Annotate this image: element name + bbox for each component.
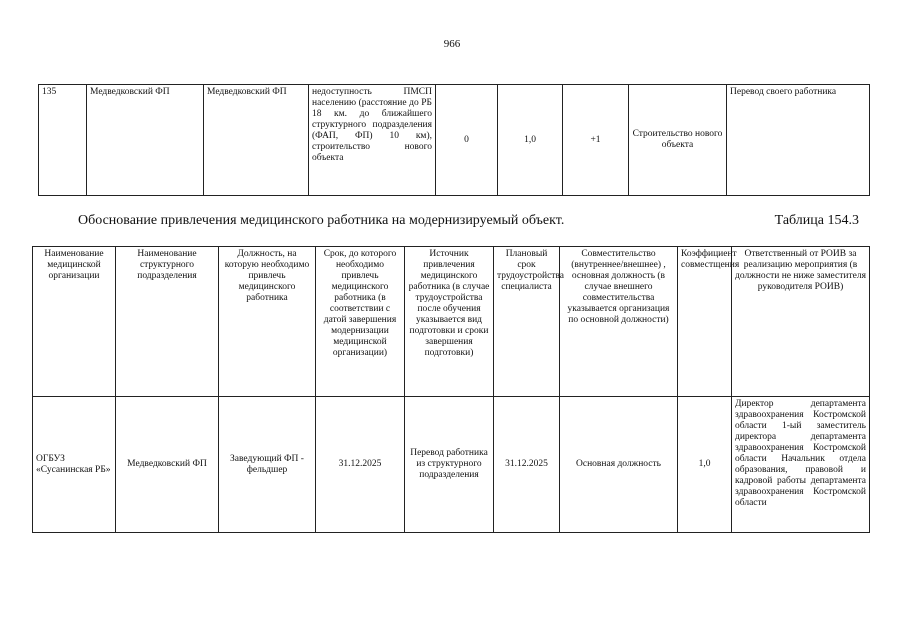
column-header: Наименование медицинской организации [33,247,116,397]
column-header: Наименование структурного подразделения [116,247,219,397]
planned-date-cell: 31.12.2025 [494,397,560,533]
table-row [33,397,870,533]
measure-cell: Строительство нового объекта [629,85,727,196]
organization-cell: Медведковский ФП [87,85,204,196]
coefficient-cell: 1,0 [678,397,732,533]
unit-cell: Медведковский ФП [116,397,219,533]
row-number: 135 [39,85,87,196]
column-header: Совместительство (внутреннее/внешнее) , основная должность (в случае внешнего совместительства указывается организация по основной должности) [560,247,678,397]
unit-cell: Медведковский ФП [204,85,309,196]
planned-value-cell: 1,0 [498,85,563,196]
current-value-cell: 0 [436,85,498,196]
table-caption: Обоснование привлечения медицинского работника на модернизируемый объект. [78,213,565,228]
position-cell: Заведующий ФП - фельдшер [219,397,316,533]
difference-cell: +1 [563,85,629,196]
column-header: Коэффициент совместщения [678,247,732,397]
source-cell: Перевод работника из структурного подразделения [405,397,494,533]
column-header: Источник привлечения медицинского работника (в случае трудоустройства после обучения указывается вид подготовки и сроки завершения подготовки) [405,247,494,397]
page-number: 966 [443,38,461,50]
header-row [33,247,870,397]
measures-table [38,84,870,196]
column-header: Ответственный от РОИВ за реализацию мероприятия (в должности не ниже заместителя руководителя РОИВ) [732,247,870,397]
organization-cell: ОГБУЗ «Сусанинская РБ» [33,397,116,533]
column-header: Плановый срок трудоустройства специалиста [494,247,560,397]
column-header: Должность, на которую необходимо привлечь медицинского работника [219,247,316,397]
action-cell: Перевод своего работника [727,85,870,196]
responsible-cell: Директор департамента здравоохранения Костромской области 1-ый заместитель директора департамента здравоохранения Костромской области Начальник отдела образования, правовой и кадровой работы департамента здравоохранения Костромской области [732,397,870,533]
combination-cell: Основная должность [560,397,678,533]
table-row [39,85,870,196]
table-number: Таблица 154.3 [774,213,859,228]
reason-cell: недоступность ПМСП населению (расстояние до РБ 18 км. до ближайшего структурного подразделения (ФАП, ФП) 10 км), строительство нового объекта [309,85,436,196]
deadline-cell: 31.12.2025 [316,397,405,533]
recruitment-table [32,246,870,533]
column-header: Срок, до которого необходимо привлечь медицинского работника (в соответствии с датой завершения модернизации медицинской организации) [316,247,405,397]
